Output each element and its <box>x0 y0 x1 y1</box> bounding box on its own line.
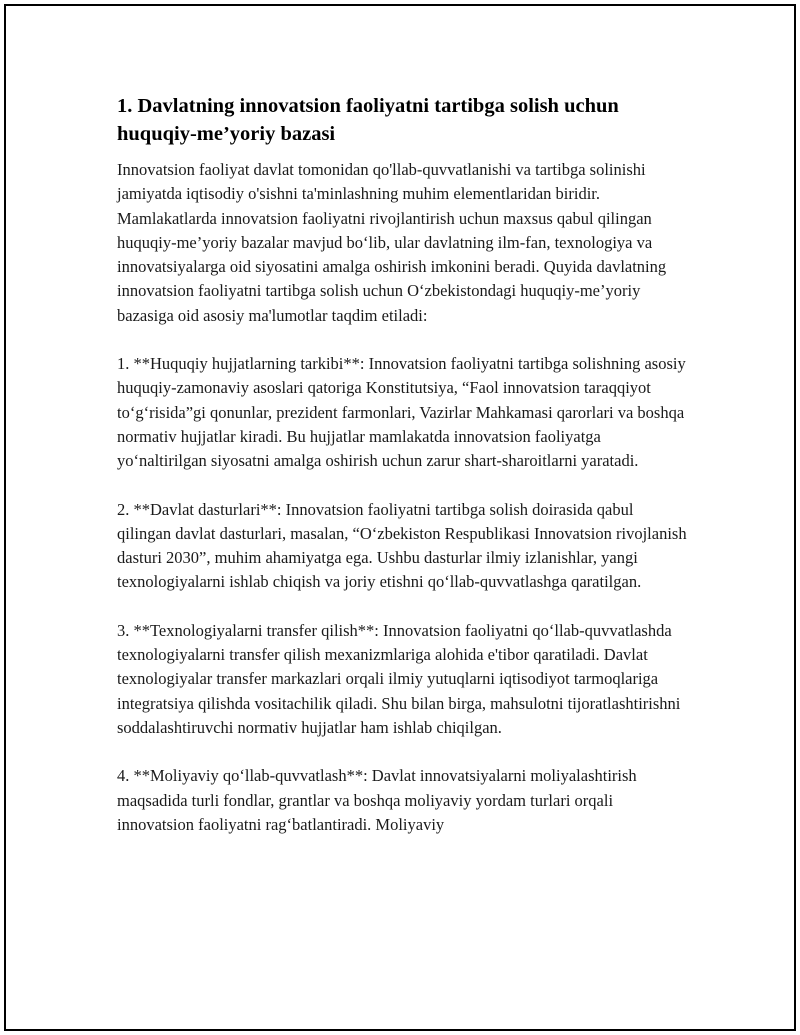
intro-paragraph: Innovatsion faoliyat davlat tomonidan qo'llab-quvvatlanishi va tartibga solinishi jamiyatda iqtisodiy o'sishni ta'minlashning muhim elementlaridan biridir. Mamlakatlarda innovatsion faoliyatni rivojlantirish uchun maxsus qabul qilingan huquqiy-me’yoriy bazalar mavjud bo‘lib, ular davlatning ilm-fan, texnologiya va innovatsiyalarga oid siyosatini amalga oshirish imkonini beradi. Quyida davlatning innovatsion faoliyatni tartibga solish uchun O‘zbekistondagi huquqiy-me’yoriy bazasiga oid asosiy ma'lumotlar taqdim etiladi: <box>117 160 667 325</box>
paragraph-financial-support: 4. **Moliyaviy qo‘llab-quvvatlash**: Davlat innovatsiyalarni moliyalashtirish maqsadida turli fondlar, grantlar va boshqa moliyaviy yordam turlari orqali innovatsion faoliyatni rag‘batlantiradi. Moliyaviy <box>117 766 637 834</box>
paragraph-technology-transfer: 3. **Texnologiyalarni transfer qilish**: Innovatsion faoliyatni qo‘llab-quvvatlashda texnologiyalarni transfer qilish mexanizmlariga alohida e'tibor qaratiladi. Davlat texnologiyalar transfer markazlari orqali ilmiy yutuqlarni iqtisodiyot tarmoqlariga integratsiya qilishda vositachilik qiladi. Shu bilan birga, mahsulotni tijoratlashtirishni soddalashtiruvchi normativ hujjatlar ham ishlab chiqilgan. <box>117 620 681 737</box>
paragraph-legal-documents: 1. **Huquqiy hujjatlarning tarkibi**: Innovatsion faoliyatni tartibga solishning asosiy huquqiy-zamonaviy asoslari qatoriga Konstitutsiya, “Faol innovatsion taraqqiyot to‘g‘risida”gi qonunlar, prezident farmonlari, Vazirlar Mahkamasi qarorlari va boshqa normativ hujjatlar kiradi. Bu hujjatlar mamlakatda innovatsion faoliyatga yo‘naltirilgan siyosatni amalga oshirish uchun zarur shart-sharoitlarni yaratadi. <box>117 354 686 471</box>
section-heading: 1. Davlatning innovatsion faoliyatni tartibga solish uchun huquqiy-me’yoriy bazasi <box>117 95 619 145</box>
paragraph-state-programs: 2. **Davlat dasturlari**: Innovatsion faoliyatni tartibga solish doirasida qabul qilingan davlat dasturlari, masalan, “O‘zbekiston Respublikasi Innovatsion rivojlanish dasturi 2030”, muhim ahamiyatga ega. Ushbu dasturlar ilmiy izlanishlar, yangi texnologiyalarni ishlab chiqish va joriy etishni qo‘llab-quvvatlashga qaratilgan. <box>117 499 687 592</box>
document-body <box>117 92 691 861</box>
